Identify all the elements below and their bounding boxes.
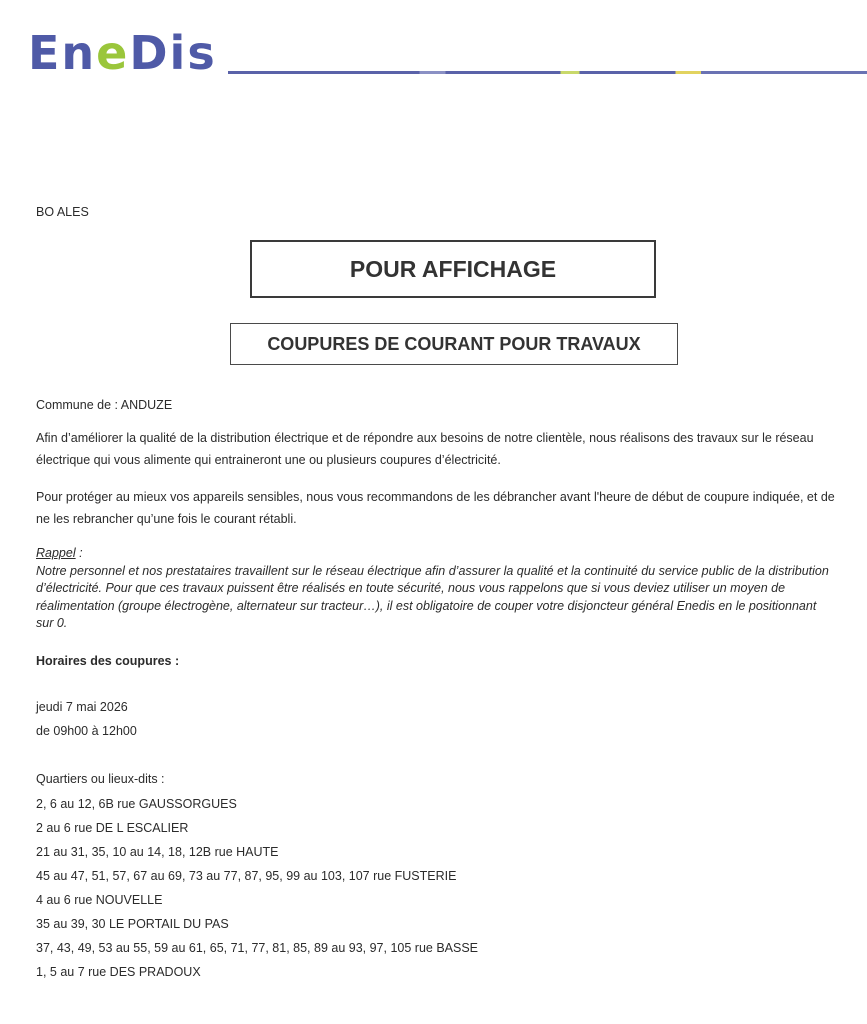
notice-subtitle: COUPURES DE COURANT POUR TRAVAUX [267, 333, 641, 354]
reminder-title: Rappel [36, 546, 76, 560]
outage-date: jeudi 7 mai 2026 [36, 700, 128, 714]
sender: BO ALES [36, 205, 89, 219]
list-item: 45 au 47, 51, 57, 67 au 69, 73 au 77, 87, 95, 99 au 103, 107 rue FUSTERIE [36, 869, 457, 883]
list-item: 21 au 31, 35, 10 au 14, 18, 12B rue HAUTE [36, 845, 279, 859]
notice-subtitle-box [230, 323, 678, 365]
list-item: 37, 43, 49, 53 au 55, 59 au 61, 65, 71, 77, 81, 85, 89 au 93, 97, 105 rue BASSE [36, 941, 479, 955]
list-item: 1, 5 au 7 rue DES PRADOUX [36, 965, 201, 979]
areas-title: Quartiers ou lieux-dits : [36, 772, 165, 786]
notice-title-box [250, 240, 656, 298]
list-item: 2, 6 au 12, 6B rue GAUSSORGUES [36, 797, 237, 811]
schedule-title: Horaires des coupures : [36, 654, 180, 668]
header-rule [228, 71, 867, 74]
reminder-text: Notre personnel et nos prestataires travaillent sur le réseau électrique afin d’assurer la qualité et la continuité du service public de la distribution d’électricité. Pour que ces travaux puissent être réalisés en toute sécurité, nous vous rappelons que si vous deviez utiliser un moyen de réalimentation (groupe électrogène, alternateur sur tracteur…), il est obligatoire de couper votre disjoncteur général Enedis en le positionnant sur 0. [36, 563, 829, 630]
advice-paragraph: Pour protéger au mieux vos appareils sensibles, nous vous recommandons de les débrancher avant l'heure de début de coupure indiquée, et de ne les rebrancher qu’une fois le courant rétabli. [36, 490, 835, 526]
list-item: 2 au 6 rue DE L ESCALIER [36, 821, 189, 835]
commune: Commune de : ANDUZE [36, 398, 173, 412]
enedis-logo: EneDis [28, 26, 217, 80]
outage-hours: de 09h00 à 12h00 [36, 724, 137, 738]
notice-title: POUR AFFICHAGE [349, 255, 557, 282]
reminder: Rappel : Notre personnel et nos prestataires travaillent sur le réseau électrique afin d’assurer la qualité et la continuité du service public de la distribution d’électricité. Pour que ces travaux puissent être réalisés en toute sécurité, nous vous rappelons que si vous deviez utiliser un moyen de réalimentation (groupe électrogène, alternateur sur tracteur…), il est obligatoire de couper votre disjoncteur général Enedis en le positionnant sur 0. [36, 546, 829, 630]
list-item: 4 au 6 rue NOUVELLE [36, 893, 163, 907]
street-list [36, 792, 478, 984]
list-item: 35 au 39, 30 LE PORTAIL DU PAS [36, 917, 229, 931]
intro-paragraph: Afin d’améliorer la qualité de la distribution électrique et de répondre aux besoins de notre clientèle, nous réalisons des travaux sur le réseau électrique qui vous alimente qui entraineront une ou plusieurs coupures d’électricité. [36, 431, 814, 467]
